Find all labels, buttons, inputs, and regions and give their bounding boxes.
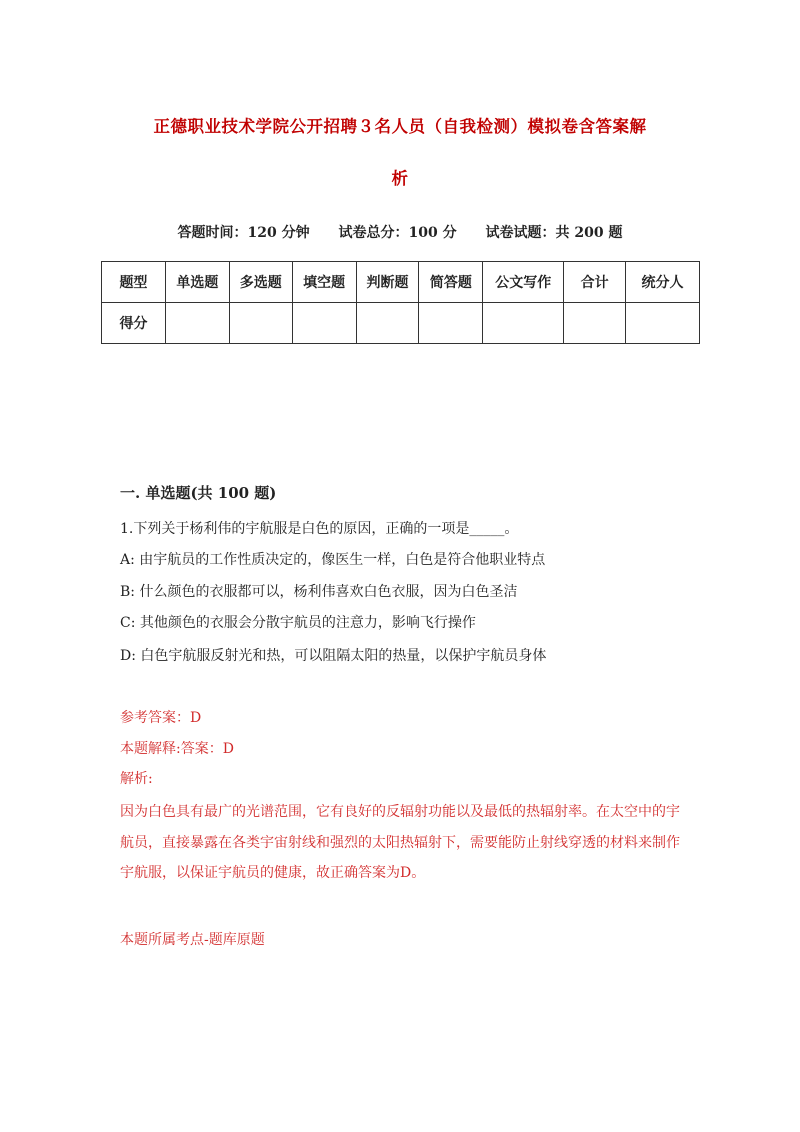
option-b: B: 什么颜色的衣服都可以，杨利伟喜欢白色衣服，因为白色圣洁: [120, 584, 518, 600]
option-d: D: 白色宇航服反射光和热，可以阻隔太阳的热量，以保护宇航员身体: [120, 648, 547, 664]
title-line-1: 正德职业技术学院公开招聘３名人员（自我检测）模拟卷含答案解: [153, 117, 647, 136]
option-a: A: 由宇航员的工作性质决定的，像医生一样，白色是符合他职业特点: [120, 552, 546, 568]
score-cell: [229, 303, 292, 344]
exam-time: 答题时间：120 分钟: [177, 225, 310, 241]
analysis-label: 解析:: [120, 771, 153, 787]
score-cell: [292, 303, 356, 344]
score-header-cell: 判断题: [356, 262, 419, 303]
reference-answer: 参考答案：D: [120, 710, 202, 726]
analysis-text: 因为白色具有最广的光谱范围，它有良好的反辐射功能以及最低的热辐射率。在太空中的宇航员，直接暴露在各类宇宙射线和强烈的太阳热辐射下，需要能防止射线穿透的材料来制作宇航服，以保证宇航员的健康，故正确答案为D。: [120, 804, 680, 881]
answer-explanation-head: 本题解释:答案：D: [120, 741, 234, 757]
title-line-2: 析: [391, 169, 409, 188]
exam-meta: [100, 222, 700, 242]
score-header-cell: 简答题: [419, 262, 483, 303]
score-header-cell: 合计: [564, 262, 626, 303]
document-title: [110, 101, 690, 205]
score-cell: [356, 303, 419, 344]
score-table-header-row: [102, 262, 700, 303]
score-header-cell: 单选题: [165, 262, 229, 303]
topic-note: 本题所属考点-题库原题: [120, 932, 265, 948]
question-stem: 1.下列关于杨利伟的宇航服是白色的原因，正确的一项是_____。: [120, 521, 519, 537]
section-title: 一. 单选题(共 100 题): [120, 484, 277, 502]
score-cell: [165, 303, 229, 344]
score-header-cell: 公文写作: [483, 262, 564, 303]
score-header-cell: 题型: [102, 262, 166, 303]
score-cell: [626, 303, 700, 344]
exam-total: 试卷总分：100 分: [338, 225, 457, 241]
option-c: C: 其他颜色的衣服会分散宇航员的注意力，影响飞行操作: [120, 615, 476, 631]
score-cell: [564, 303, 626, 344]
score-header-cell: 多选题: [229, 262, 292, 303]
score-cell: [419, 303, 483, 344]
score-table-score-row: [102, 303, 700, 344]
exam-count: 试卷试题：共 200 题: [485, 225, 623, 241]
score-row-label: 得分: [102, 303, 166, 344]
score-table: [101, 261, 700, 344]
score-cell: [483, 303, 564, 344]
score-header-cell: 填空题: [292, 262, 356, 303]
score-header-cell: 统分人: [626, 262, 700, 303]
